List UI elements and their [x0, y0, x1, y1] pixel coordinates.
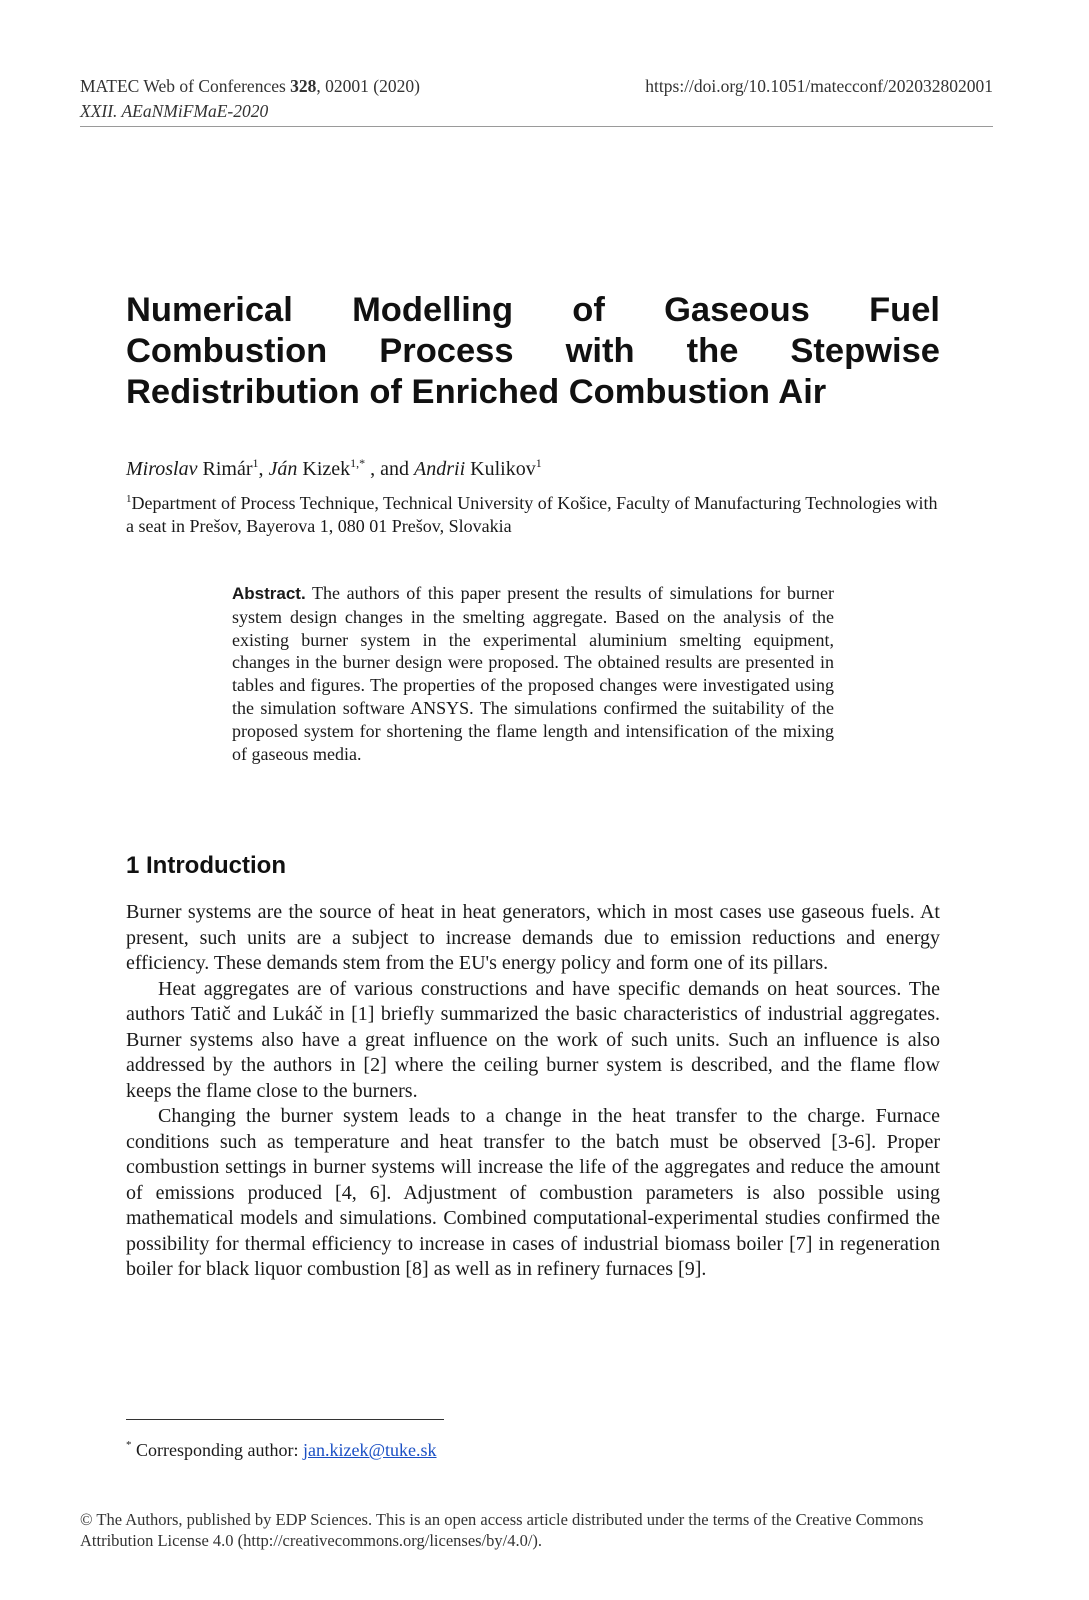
author-list [126, 450, 542, 482]
license-notice: © The Authors, published by EDP Sciences. This is an open access article distributed under the terms of the Creative Commons Attribution License 4.0 (http://creativecommons.org/licenses/by/4.0/). [80, 1510, 924, 1550]
author-first-name: Miroslav [126, 458, 198, 480]
author [126, 458, 258, 480]
paper-title [126, 290, 940, 413]
title-word: Combustion [126, 332, 328, 370]
author-first-name: Ján [268, 458, 298, 480]
title-word: the [686, 332, 739, 370]
author-separator: , and [365, 458, 415, 480]
abstract [232, 582, 834, 765]
author [414, 458, 542, 480]
journal-volume: 328 [290, 76, 317, 96]
paragraph: Heat aggregates are of various constructions and have specific demands on heat sources. The authors Tatič and Lukáč in [1] briefly summarized the basic characteristics of industrial aggregates. Burner systems also have a great influence on the work of such units. Such an influence is also addressed by the authors in [2] where the ceiling burner system is described, and the flame flow keeps the flame close to the burners. [126, 977, 940, 1102]
footnote [126, 1433, 437, 1462]
corresponding-email-link[interactable]: jan.kizek@tuke.sk [302, 1440, 437, 1460]
author [268, 458, 365, 480]
section-body [126, 900, 940, 1283]
title-word: Redistribution of Enriched Combustion Air [126, 373, 827, 411]
title-word: of [572, 291, 605, 329]
author-separator: , [258, 458, 269, 480]
page-header [80, 74, 993, 124]
affiliation [126, 488, 940, 538]
conference-name: XXII. AEaNMiFMaE-2020 [80, 101, 269, 121]
author-first-name: Andrii [414, 458, 466, 480]
author-affiliation-marker: 1,* [350, 456, 366, 470]
doi-link[interactable]: https://doi.org/10.1051/matecconf/202032802001 [645, 76, 993, 96]
journal-citation [80, 74, 420, 99]
paragraph: Changing the burner system leads to a change in the heat transfer to the charge. Furnace conditions such as temperature and heat transfer to the batch must be observed [3-6]. Proper combustion settings in burner systems will increase the life of the aggregates and reduce the amount of emissions produced [4, 6]. Adjustment of combustion parameters is also possible using mathematical models and simulations. Combined computational-experimental studies confirmed the possibility for thermal efficiency to increase in cases of industrial biomass boiler [7] in regeneration boiler for black liquor combustion [8] as well as in refinery furnaces [9]. [126, 1105, 940, 1280]
abstract-label: Abstract. [232, 584, 306, 603]
journal-name: MATEC Web of Conferences [80, 76, 291, 96]
author-last-name: Kulikov [470, 458, 536, 480]
title-word: Stepwise [790, 332, 940, 370]
title-line [126, 290, 940, 331]
title-word: Modelling [352, 291, 514, 329]
paragraph: Burner systems are the source of heat in heat generators, which in most cases use gaseous fuels. At present, such units are a subject to increase demands due to emission reductions and energy efficiency. These demands stem from the EU's energy policy and form one of its pillars. [126, 901, 940, 974]
footnote-divider [126, 1419, 444, 1420]
author-last-name: Kizek [302, 458, 351, 480]
author-last-name: Rimár [202, 458, 253, 480]
author-affiliation-marker: 1 [535, 456, 542, 470]
footnote-label: Corresponding author: [131, 1440, 303, 1460]
journal-issue: , 02001 (2020) [316, 76, 420, 96]
header-divider [80, 126, 993, 127]
abstract-text: The authors of this paper present the results of simulations for burner system design changes in the smelting aggregate. Based on the analysis of the existing burner system in the experimental aluminium smelting equipment, changes in the burner design were proposed. The obtained results are presented in tables and figures. The properties of the proposed changes were investigated using the simulation software ANSYS. The simulations confirmed the suitability of the proposed system for shortening the flame length and intensification of the mixing of gaseous media. [232, 583, 834, 764]
title-line [126, 372, 940, 413]
title-word: Fuel [869, 291, 940, 329]
title-word: with [565, 332, 635, 370]
title-word: Gaseous [664, 291, 810, 329]
title-word: Process [379, 332, 514, 370]
section-heading: 1 Introduction [126, 852, 286, 879]
author-affiliation-marker: 1 [252, 456, 259, 470]
title-word: Numerical [126, 291, 293, 329]
header-top-row [80, 74, 993, 99]
affiliation-text: Department of Process Technique, Technical University of Košice, Faculty of Manufacturing Technologies with a seat in Prešov, Bayerova 1, 080 01 Prešov, Slovakia [126, 493, 938, 536]
footnote-marker: * [126, 1439, 132, 1451]
affiliation-marker: 1 [126, 493, 132, 505]
title-line [126, 331, 940, 372]
